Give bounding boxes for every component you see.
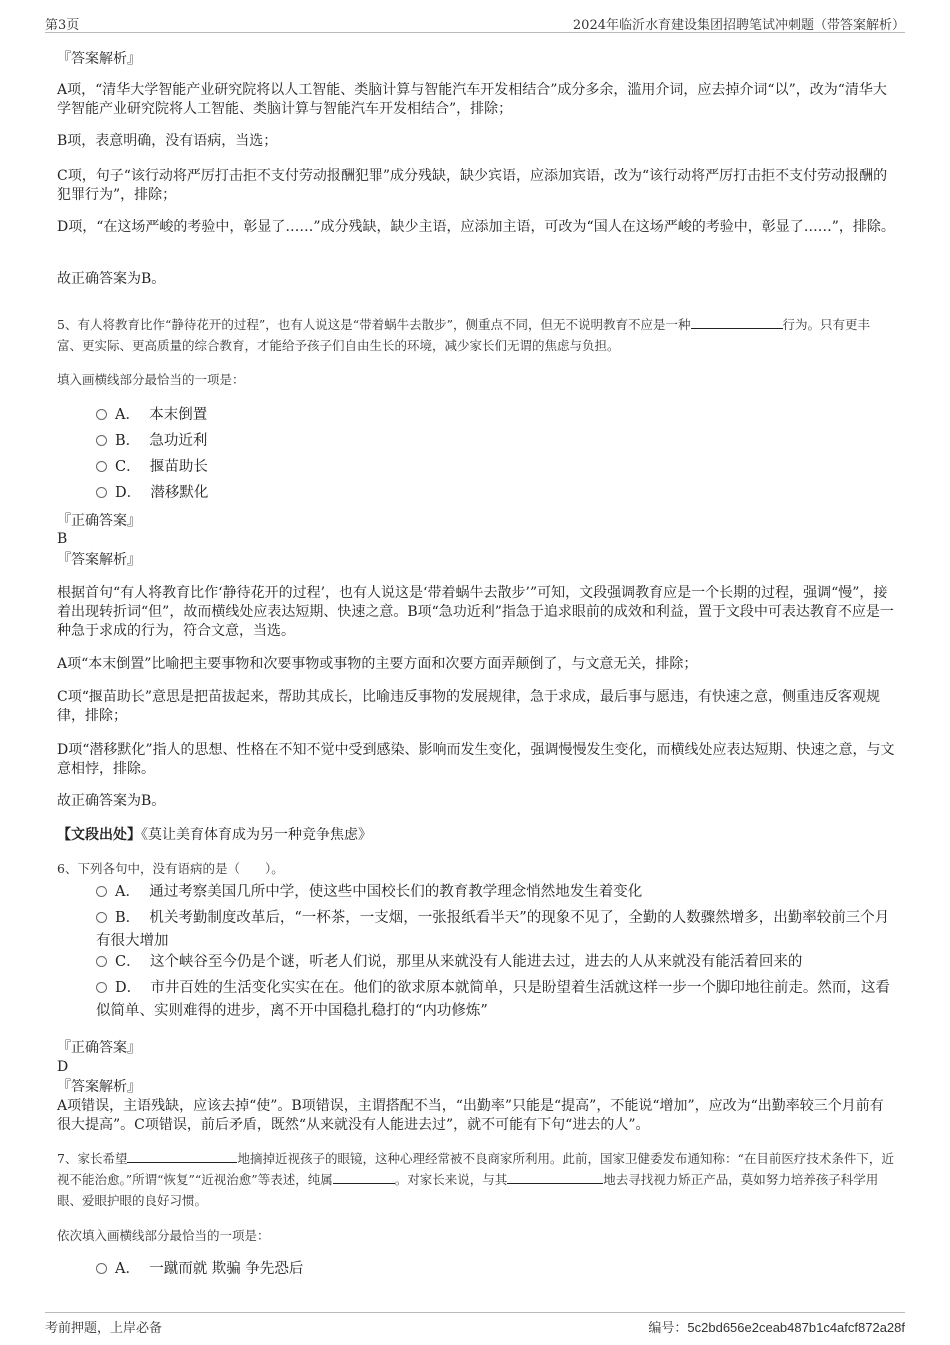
- q4-analysis-d: D项，“在这场严峻的考验中，彰显了……”成分残缺，缺少主语，应添加主语，可改为“国人在这场严峻的考验中，彰显了……”，排除。: [57, 219, 895, 235]
- option-letter: C．: [115, 459, 141, 475]
- q6-analysis-label: 『答案解析』: [57, 1079, 141, 1095]
- option-letter: A．: [115, 1261, 140, 1277]
- option-letter: B．: [115, 433, 141, 449]
- q6-stem: 6、下列各句中，没有语病的是（ ）。: [57, 861, 284, 876]
- option-letter: C．: [115, 954, 141, 970]
- q5-source-label: 【文段出处】: [57, 827, 141, 843]
- option-text: 潜移默化: [150, 485, 209, 501]
- q5-analysis-1: 根据首句“有人将教育比作‘静待花开的过程’，也有人说这是‘带着蜗牛去散步’”可知，文段强调教育应是一个长期的过程，强调“慢”，接着出现转折词“但”，故而横线处应表达短期、快速之意。B项“急功近利”指急于追求眼前的成效和利益，置于文段中可表达教育不应是一种急于求成的行为，符合文意，当选。: [57, 585, 894, 639]
- q5-analysis-4: D项“潜移默化”指人的思想、性格在不知不觉中受到感染、影响而发生变化，强调慢慢发生变化，而横线处应表达短期、快速之意，与文意相悖，排除。: [57, 742, 895, 777]
- option-letter: D．: [115, 485, 142, 501]
- option-text: 急功近利: [149, 433, 208, 449]
- radio-icon[interactable]: [96, 956, 107, 967]
- option-text: 揠苗助长: [149, 459, 208, 475]
- q5-correct-label: 『正确答案』: [57, 513, 141, 529]
- q5-analysis-2: A项“本末倒置”比喻把主要事物和次要事物或事物的主要方面和次要方面弄颠倒了，与文意无关，排除；: [57, 656, 698, 672]
- q7-stem-part: 7、家长希望: [57, 1151, 128, 1166]
- footer-code: [648, 1317, 905, 1336]
- page-header: [45, 12, 905, 33]
- document-title: 2024年临沂水育建设集团招聘笔试冲刺题（带答案解析）: [572, 18, 905, 33]
- q6-option-d[interactable]: [96, 977, 896, 1023]
- footer-code-label: 编号：: [648, 1321, 688, 1336]
- radio-icon[interactable]: [96, 912, 107, 923]
- q4-analysis-a: A项，“清华大学智能产业研究院将以人工智能、类脑计算与智能汽车开发相结合”成分多余，滥用介词，应去掉介词“以”，改为“清华大学智能产业研究院将人工智能、类脑计算与智能汽车开发相结合”，排除；: [57, 82, 887, 117]
- q5-blank: [691, 315, 783, 329]
- q7-stem-part: 地去寻找视力矫正产品，莫如努力培养孩子科学用眼、爱眼护眼的良好习惯。: [57, 1172, 879, 1208]
- q6-option-c[interactable]: [96, 951, 896, 974]
- q4-analysis-b: B项，表意明确，没有语病，当选；: [57, 133, 278, 149]
- option-text: 通过考察美国几所中学，使这些中国校长们的教育教学理念悄然地发生着变化: [149, 884, 643, 900]
- q5-stem-before: 5、有人将教育比作“静待花开的过程”，也有人说这是“带着蜗牛去散步”，侧重点不同，但无不说明教育不应是一种: [57, 317, 691, 332]
- option-text: 市井百姓的生活变化实实在在。他们的欲求原本就简单，只是盼望着生活就这样一步一个脚印地往前走。然而，这看似简单、实则难得的进步，离不开中国稳扎稳打的“内功修炼”: [96, 980, 890, 1019]
- q7-stem-part: 。对家长来说，与其: [394, 1172, 508, 1187]
- q5-conclusion: 故正确答案为B。: [57, 793, 166, 809]
- q5-stem: [57, 314, 895, 356]
- q7-blank-1: [127, 1149, 237, 1163]
- q5-stem-after: 行为。只有更丰富、更实际、更高质量的综合教育，才能给予孩子们自由生长的环境，减少家长们无谓的焦虑与负担。: [57, 317, 871, 353]
- radio-icon[interactable]: [96, 409, 107, 420]
- radio-icon[interactable]: [96, 1263, 107, 1274]
- q4-analysis-label: 『答案解析』: [57, 51, 141, 67]
- q4-analysis-c: C项，句子“该行动将严厉打击拒不支付劳动报酬犯罪”成分残缺，缺少宾语，应添加宾语，改为“该行动将严厉打击拒不支付劳动报酬的犯罪行为”，排除；: [57, 168, 888, 203]
- q7-option-a[interactable]: [96, 1258, 896, 1281]
- radio-icon[interactable]: [96, 886, 107, 897]
- q5-prompt: 填入画横线部分最恰当的一项是：: [57, 372, 245, 387]
- q4-conclusion: 故正确答案为B。: [57, 271, 166, 287]
- q7-blank-2: [333, 1170, 395, 1184]
- q5-option-b[interactable]: [96, 430, 896, 453]
- q6-option-b[interactable]: [96, 907, 896, 953]
- radio-icon[interactable]: [96, 461, 107, 472]
- option-text: 机关考勤制度改革后，“一杯茶，一支烟，一张报纸看半天”的现象不见了，全勤的人数骤然增多，出勤率较前三个月有很大增加: [96, 910, 890, 949]
- q5-source-title: 《莫让美育体育成为另一种竞争焦虑》: [141, 827, 372, 843]
- q6-analysis: A项错误，主语残缺，应该去掉“使”。B项错误，主谓搭配不当，“出勤率”只能是“提高”，不能说“增加”，应改为“出勤率较三个月前有很大提高”。C项错误，前后矛盾，既然“从来就没有人能进去过”，就不可能有下句“进去的人”。: [57, 1098, 884, 1133]
- q7-blank-3: [507, 1170, 603, 1184]
- q6-correct-label: 『正确答案』: [57, 1040, 141, 1056]
- q5-source: [57, 826, 895, 845]
- option-letter: D．: [115, 980, 142, 996]
- footer-code-value: 5c2bd656e2ceab487b1c4afcf872a28f: [687, 1320, 905, 1335]
- q7-prompt: 依次填入画横线部分最恰当的一项是：: [57, 1228, 270, 1243]
- q7-stem-part: 地摘掉近视孩子的眼镜，这种心理经常被不良商家所利用。此前，国家卫健委发布通知称：“在目前医疗技术条件下，近视不能治愈。”所谓“恢复”“近视治愈”等表述，纯属: [57, 1151, 894, 1187]
- footer-slogan: 考前押题，上岸必备: [45, 1321, 163, 1336]
- option-letter: B．: [115, 910, 141, 926]
- q5-option-a[interactable]: [96, 404, 896, 427]
- q7-stem: [57, 1148, 895, 1211]
- q6-option-a[interactable]: [96, 881, 896, 904]
- q5-option-c[interactable]: [96, 456, 896, 479]
- radio-icon[interactable]: [96, 435, 107, 446]
- radio-icon[interactable]: [96, 487, 107, 498]
- option-text: 这个峡谷至今仍是个谜，听老人们说，那里从来就没有人能进去过，进去的人从来就没有能活着回来的: [149, 954, 803, 970]
- option-letter: A．: [115, 884, 140, 900]
- option-text: 一蹴而就 欺骗 争先恐后: [149, 1261, 304, 1277]
- q5-analysis-3: C项“揠苗助长”意思是把苗拔起来，帮助其成长，比喻违反事物的发展规律，急于求成，最后事与愿违，有快速之意，侧重违反客观规律，排除；: [57, 689, 881, 724]
- option-letter: A．: [115, 407, 140, 423]
- option-text: 本末倒置: [149, 407, 208, 423]
- page-footer: [45, 1312, 905, 1335]
- q5-analysis-label: 『答案解析』: [57, 552, 141, 568]
- q6-correct-answer: D: [57, 1059, 69, 1075]
- radio-icon[interactable]: [96, 982, 107, 993]
- q5-option-d[interactable]: [96, 482, 896, 505]
- page-number: 第3页: [45, 18, 80, 33]
- q5-correct-answer: B: [57, 531, 68, 547]
